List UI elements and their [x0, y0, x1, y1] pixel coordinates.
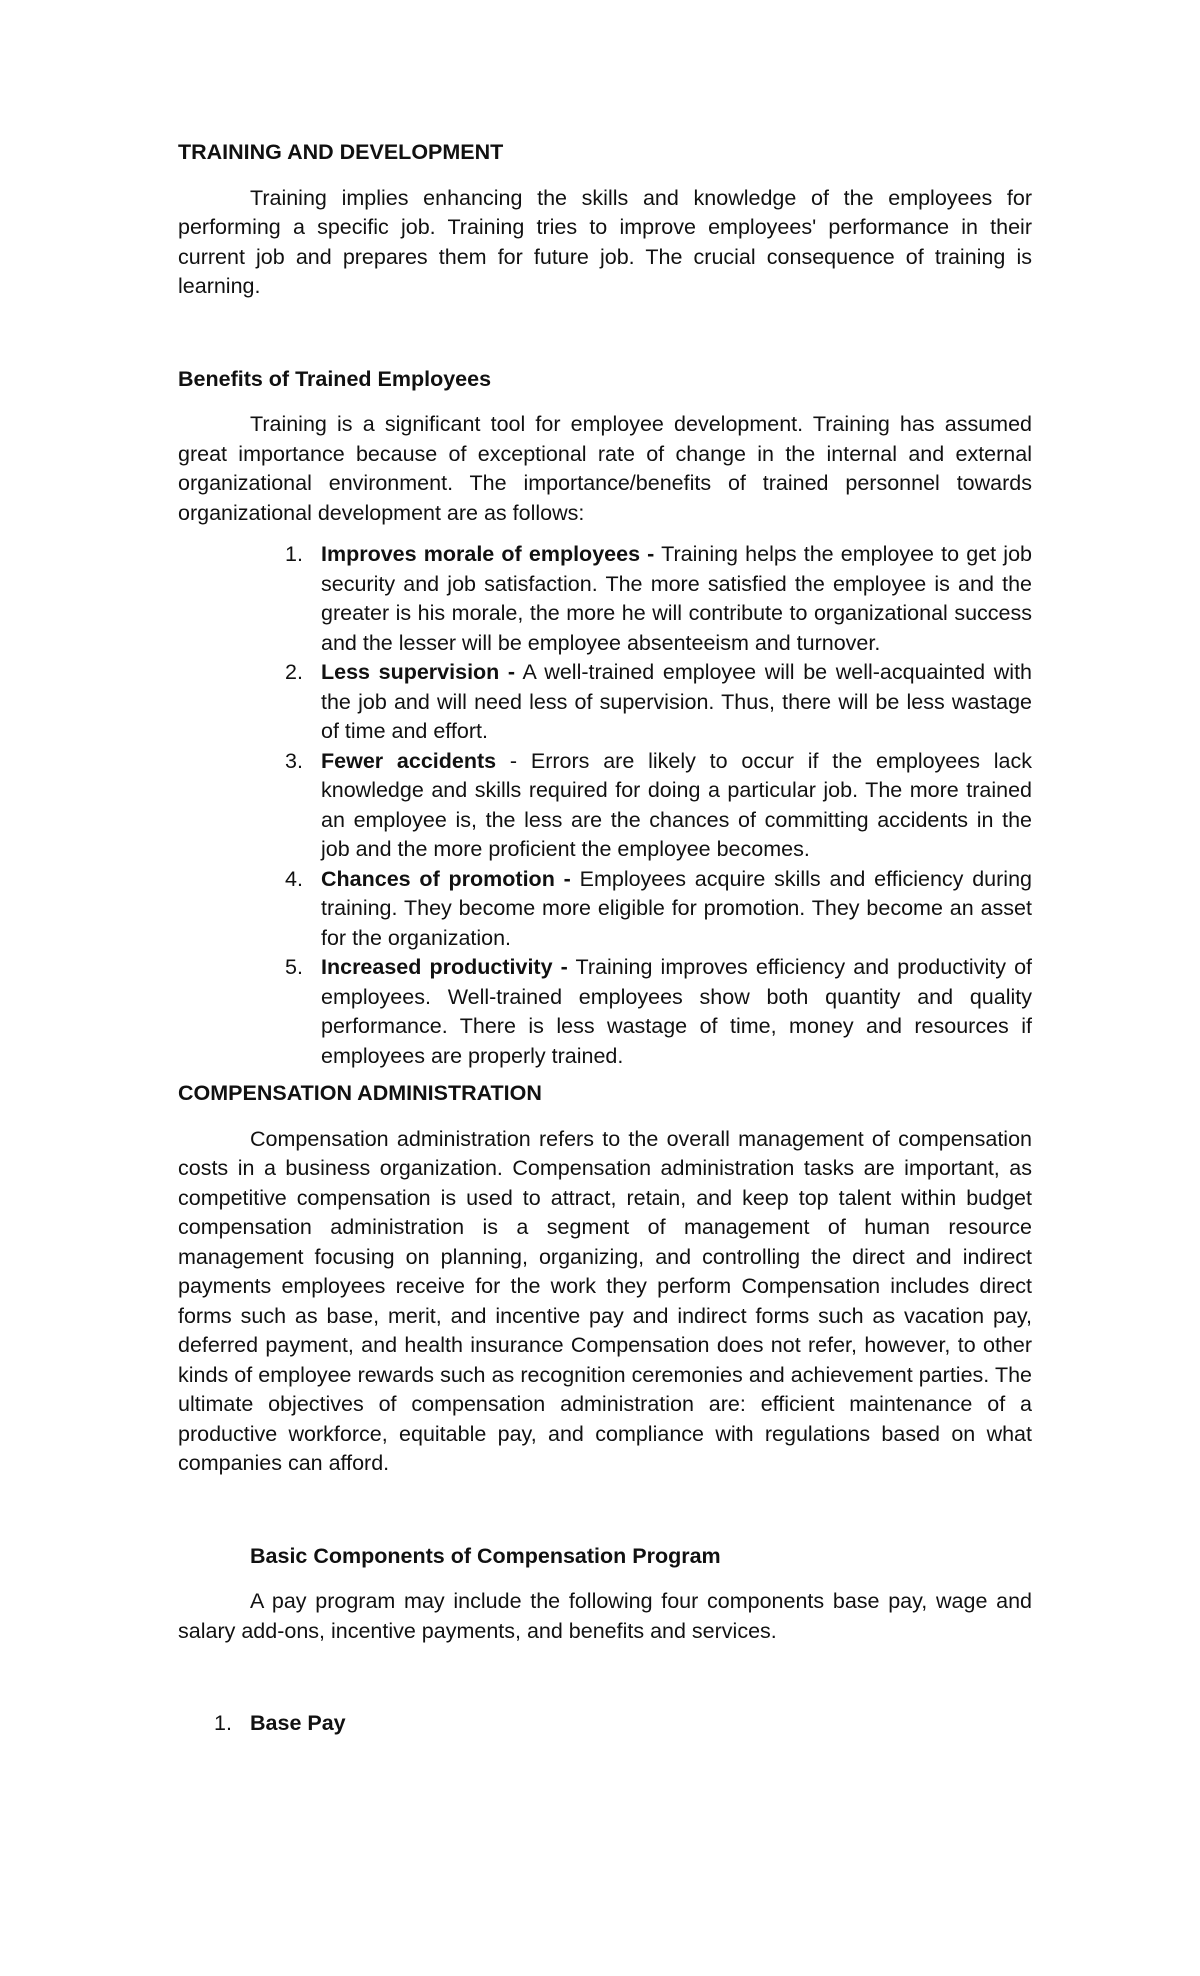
list-item	[285, 953, 1032, 1071]
list-item-number: 4.	[285, 866, 303, 891]
list-item-text: - Errors are likely to occur if the employees lack knowledge and skills required for doing a particular job. The more trained an employee is, the less are the chances of committing accidents in the job and the more proficient the employee becomes.	[321, 748, 1032, 861]
list-item-title: Improves morale of employees -	[321, 542, 655, 566]
list-item-text: A well-trained employee will be well-acquainted with the job and will need less of supervision. Thus, there will be less wastage of time and effort.	[321, 660, 1032, 743]
training-paragraph: Training implies enhancing the skills and knowledge of the employees for performing a specific job. Training tries to improve employees' performance in their current job and prepares them for future job. The crucial consequence of training is learning.	[178, 185, 1032, 298]
list-item	[285, 658, 1032, 747]
list-item-number: 1.	[214, 1711, 232, 1735]
list-item-number: 1.	[285, 542, 303, 566]
list-item-text: Training helps the employee to get job security and job satisfaction. The more satisfied the employee is and the greater is his morale, the more he will contribute to organizational success and the lesser will be employee absenteeism and turnover.	[321, 542, 1033, 655]
list-item-title: Fewer accidents	[321, 748, 497, 773]
compensation-paragraph: Compensation administration refers to the overall management of compensation costs in a business organization. Compensation administration tasks are important, as competitive compensation is used to attract, retain, and keep top talent within budget compensation administration is a segment of management of human resource management focusing on planning, organizing, and controlling the direct and indirect payments employees receive for the work they perform Compensation includes direct forms such as base, merit, and incentive pay and indirect forms such as vacation pay, deferred payment, and health insurance Compensation does not refer, however, to other kinds of employee rewards such as recognition ceremonies and achievement parties. The ultimate objectives of compensation administration are: efficient maintenance of a productive workforce, equitable pay, and compliance with regulations based on what companies can afford.	[178, 1126, 1032, 1475]
list-item-title: Base Pay	[250, 1711, 346, 1735]
list-item-title: Chances of promotion -	[321, 866, 571, 891]
list-item	[214, 1709, 1032, 1739]
compensation-heading: COMPENSATION ADMINISTRATION	[178, 1081, 542, 1105]
list-item-text: Training improves efficiency and productivity of employees. Well-trained employees show both quantity and quality performance. There is less wastage of time, money and resources if employees are properly trained.	[321, 955, 1032, 1068]
training-heading: TRAINING AND DEVELOPMENT	[178, 140, 504, 164]
list-item	[285, 540, 1033, 658]
list-item-number: 2.	[285, 660, 303, 684]
list-item-number: 5.	[285, 955, 303, 979]
benefits-heading: Benefits of Trained Employees	[178, 366, 492, 391]
list-item	[285, 865, 1032, 954]
list-item-title: Less supervision -	[321, 660, 516, 684]
list-item	[285, 747, 1032, 865]
components-list	[178, 1709, 1032, 1739]
benefits-list	[178, 540, 1032, 1071]
benefits-paragraph: Training is a significant tool for employee development. Training has assumed great importance because of exceptional rate of change in the internal and external organizational environment. The importance/benefits of trained personnel towards organizational development are as follows:	[178, 412, 1032, 525]
components-heading: Basic Components of Compensation Program	[250, 1543, 721, 1568]
document-page	[178, 138, 1032, 1739]
components-paragraph: A pay program may include the following four components base pay, wage and salary add-ons, incentive payments, and benefits and services.	[178, 1589, 1032, 1643]
list-item-text: Employees acquire skills and efficiency during training. They become more eligible for promotion. They become an asset for the organization.	[321, 866, 1032, 950]
list-item-number: 3.	[285, 748, 303, 773]
list-item-title: Increased productivity -	[321, 955, 568, 979]
